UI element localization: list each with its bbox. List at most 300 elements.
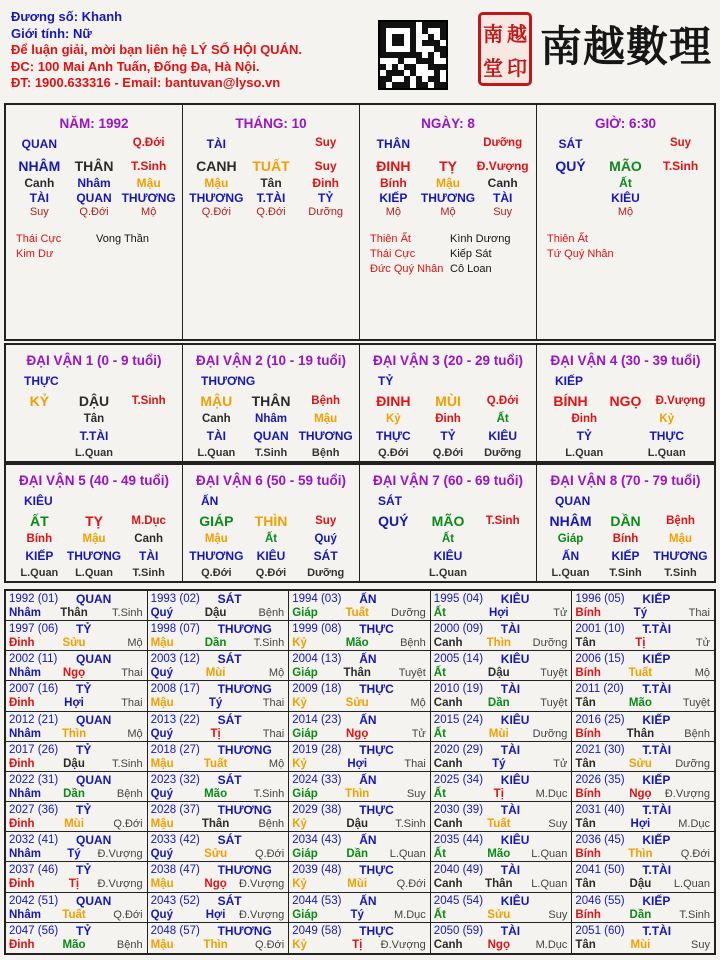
star-item: Thái Cực bbox=[370, 248, 416, 260]
dai-van-title: ĐẠI VẬN 1 (0 - 9 tuổi) bbox=[26, 353, 162, 368]
annual-stem: Bính bbox=[575, 908, 601, 921]
dai-van-stem: NHÂM bbox=[549, 513, 592, 529]
pillar-god-stage: Dưỡng bbox=[483, 137, 523, 149]
annual-year: 2009 (18) bbox=[292, 683, 342, 696]
annual-stage: Q.Đới bbox=[113, 908, 143, 921]
annual-stage: L.Quan bbox=[531, 878, 568, 891]
annual-branch: Mùi bbox=[205, 667, 226, 680]
dai-van-stem: QUÝ bbox=[378, 513, 409, 529]
annual-cell[interactable] bbox=[148, 893, 290, 923]
annual-branch: Sửu bbox=[204, 848, 228, 861]
annual-stage: L.Quan bbox=[531, 848, 568, 861]
dai-van-stage: Suy bbox=[315, 515, 337, 527]
star-item: Tứ Quý Nhân bbox=[547, 248, 614, 260]
hidden-stage: T.Sinh bbox=[664, 567, 697, 579]
annual-year: 2049 (58) bbox=[292, 924, 342, 937]
dai-van-hidden-stems bbox=[6, 412, 182, 426]
annual-year: 2004 (13) bbox=[292, 653, 342, 666]
annual-cell[interactable] bbox=[148, 681, 290, 711]
annual-god: THỰC bbox=[359, 622, 394, 637]
dai-van-stage: Bệnh bbox=[311, 395, 341, 407]
annual-stage: Dưỡng bbox=[532, 637, 568, 650]
annual-god: TÀI bbox=[500, 863, 521, 878]
dai-van-title: ĐẠI VẬN 4 (30 - 39 tuổi) bbox=[550, 353, 701, 368]
dai-van-title: ĐẠI VẬN 6 (50 - 59 tuổi) bbox=[195, 473, 347, 488]
hidden-god: TỶ bbox=[440, 429, 456, 443]
hidden-stages-row bbox=[6, 206, 182, 221]
annual-cell[interactable] bbox=[289, 712, 431, 742]
star-item: Cô Loan bbox=[450, 263, 492, 275]
annual-branch: Dần bbox=[346, 848, 369, 861]
annual-branch: Hợi bbox=[347, 757, 368, 770]
annual-cell[interactable] bbox=[572, 712, 714, 742]
annual-cell[interactable] bbox=[572, 651, 714, 681]
annual-stage: Bệnh bbox=[116, 938, 143, 951]
annual-cell[interactable] bbox=[431, 772, 573, 802]
annual-cell[interactable] bbox=[431, 832, 573, 862]
hidden-stage: Mộ bbox=[440, 206, 456, 218]
annual-stem: Ất bbox=[433, 607, 446, 619]
annual-stage: T.Sinh bbox=[679, 908, 710, 921]
dai-van-hidden-gods bbox=[537, 549, 714, 563]
hidden-god: KIẾP bbox=[611, 549, 640, 563]
hidden-stage: Q.Đới bbox=[201, 567, 232, 579]
annual-cell[interactable] bbox=[6, 832, 148, 862]
dai-van-8 bbox=[537, 465, 714, 581]
annual-god: KIẾP bbox=[642, 893, 671, 908]
annual-year: 2019 (28) bbox=[292, 743, 342, 756]
annual-stage: Bệnh bbox=[258, 607, 285, 619]
annual-branch: Ngọ bbox=[346, 727, 369, 740]
hidden-stems-row bbox=[6, 176, 182, 191]
annual-stem: Mậu bbox=[150, 878, 174, 891]
annual-stem: Đinh bbox=[9, 697, 35, 710]
annual-cell[interactable] bbox=[6, 893, 148, 923]
dai-van-stage: T.Sinh bbox=[485, 515, 520, 527]
annual-year: 2024 (33) bbox=[292, 773, 342, 786]
hidden-gods-row bbox=[360, 191, 536, 206]
annual-year: 1999 (08) bbox=[292, 623, 342, 636]
annual-cell[interactable] bbox=[6, 742, 148, 772]
annual-cell[interactable] bbox=[572, 742, 714, 772]
hidden-god: THƯƠNG bbox=[653, 549, 708, 563]
dai-van-stem: GIÁP bbox=[199, 513, 234, 529]
hidden-stage: Q.Đới bbox=[79, 206, 109, 218]
annual-cell[interactable] bbox=[148, 591, 290, 621]
annual-stage: Tử bbox=[553, 757, 568, 770]
annual-god: THƯƠNG bbox=[217, 803, 272, 818]
annual-stem: Giáp bbox=[292, 908, 318, 921]
annual-cell[interactable] bbox=[6, 802, 148, 832]
annual-cell[interactable] bbox=[6, 772, 148, 802]
annual-stage: Bệnh bbox=[684, 727, 710, 740]
annual-stem: Kỷ bbox=[292, 697, 307, 710]
annual-stem: Bính bbox=[575, 667, 601, 680]
annual-stem: Kỷ bbox=[292, 938, 307, 951]
annual-branch: Tị bbox=[352, 938, 363, 951]
annual-branch: Tý bbox=[67, 848, 81, 861]
annual-cell[interactable] bbox=[289, 681, 431, 711]
annual-stem: Ất bbox=[433, 727, 446, 740]
annual-cell[interactable] bbox=[148, 862, 290, 892]
annual-stage: Dưỡng bbox=[391, 607, 426, 619]
annual-cell[interactable] bbox=[431, 651, 573, 681]
annual-year: 2041 (50) bbox=[575, 864, 625, 877]
annual-cell[interactable] bbox=[148, 742, 290, 772]
pillar-title: NĂM: 1992 bbox=[59, 116, 129, 131]
annual-god: TÀI bbox=[500, 803, 521, 818]
dai-van-7 bbox=[360, 465, 537, 581]
hidden-god: ẤN bbox=[561, 549, 580, 563]
annual-cell[interactable] bbox=[148, 621, 290, 651]
annual-stem: Bính bbox=[575, 787, 601, 800]
dai-van-title: ĐẠI VẬN 8 (70 - 79 tuổi) bbox=[550, 473, 701, 488]
dai-van-stem: MẬU bbox=[200, 393, 233, 409]
annual-branch: Tý bbox=[208, 697, 223, 710]
stars-list bbox=[547, 232, 707, 262]
annual-cell[interactable] bbox=[289, 591, 431, 621]
annual-year: 1995 (04) bbox=[433, 593, 484, 605]
dai-van-hidden-stages bbox=[537, 566, 714, 580]
annual-year: 2050 (59) bbox=[433, 924, 484, 937]
annual-god: ẤN bbox=[359, 772, 377, 787]
annual-god: TỶ bbox=[76, 682, 92, 697]
annual-stem: Ất bbox=[433, 667, 446, 680]
annual-stage: M.Dục bbox=[678, 818, 710, 831]
hidden-gods-row bbox=[183, 191, 359, 206]
annual-branch: Tuất bbox=[203, 757, 228, 770]
annual-stage: Mộ bbox=[127, 727, 143, 740]
star-item: Đức Quý Nhân bbox=[370, 263, 444, 275]
annual-god: TỶ bbox=[76, 742, 92, 757]
dai-van-hidden-gods bbox=[537, 429, 714, 443]
annual-god: TÀI bbox=[500, 923, 521, 938]
hidden-god: THƯƠNG bbox=[189, 549, 244, 563]
hidden-stem: Mậu bbox=[436, 176, 460, 190]
star-item: Thiên Ất bbox=[547, 233, 588, 245]
hidden-stem: Mậu bbox=[82, 533, 106, 545]
annual-branch: Tý bbox=[633, 607, 648, 619]
dai-van-branch: DẬU bbox=[78, 393, 110, 409]
annual-cell[interactable] bbox=[289, 802, 431, 832]
annual-cell[interactable] bbox=[572, 893, 714, 923]
annual-branch: Thìn bbox=[628, 848, 653, 861]
annual-cell[interactable] bbox=[289, 651, 431, 681]
annual-year: 1994 (03) bbox=[292, 593, 342, 605]
annual-cell[interactable] bbox=[6, 591, 148, 621]
hidden-god: TÀI bbox=[29, 191, 49, 205]
annual-god: THỰC bbox=[359, 863, 394, 878]
annual-cell[interactable] bbox=[431, 862, 573, 892]
hidden-stage: Dưỡng bbox=[484, 447, 522, 459]
annual-stage: T.Sinh bbox=[253, 637, 285, 650]
dai-van-stem: ĐINH bbox=[376, 393, 411, 409]
annual-stem: Đinh bbox=[9, 878, 35, 891]
earthly-branch: TỴ bbox=[439, 157, 457, 174]
annual-branch: Hợi bbox=[630, 818, 651, 831]
annual-stem: Canh bbox=[433, 757, 463, 770]
dai-van-4 bbox=[537, 345, 714, 461]
annual-year: 2044 (53) bbox=[292, 894, 342, 907]
branch-stage: T.Sinh bbox=[131, 158, 167, 173]
dai-van-5 bbox=[6, 465, 183, 581]
dai-van-branch: THÂN bbox=[251, 393, 291, 409]
annual-branch: Dậu bbox=[63, 757, 85, 770]
dai-van-branch: MÃO bbox=[431, 513, 465, 529]
annual-cell[interactable] bbox=[289, 832, 431, 862]
hidden-stem: Nhâm bbox=[255, 413, 287, 425]
hidden-stage: L.Quan bbox=[75, 447, 113, 459]
annual-cell[interactable] bbox=[148, 832, 290, 862]
annual-cell[interactable] bbox=[289, 742, 431, 772]
pillar-title: NGÀY: 8 bbox=[421, 116, 475, 131]
hidden-god: QUAN bbox=[253, 429, 289, 443]
annual-year: 2047 (56) bbox=[9, 924, 59, 937]
heavenly-stem: ĐINH bbox=[376, 157, 411, 174]
annual-branch: Mão bbox=[487, 848, 511, 861]
annual-stem: Nhâm bbox=[9, 787, 41, 800]
dai-van-row-1 bbox=[4, 343, 716, 463]
dai-van-1 bbox=[6, 345, 183, 461]
star-item: Kim Dư bbox=[16, 248, 54, 260]
dai-van-god: KIÊU bbox=[24, 494, 53, 508]
annual-branch: Dậu bbox=[487, 667, 510, 680]
annual-year: 2003 (12) bbox=[150, 653, 200, 666]
annual-cell[interactable] bbox=[289, 621, 431, 651]
dai-van-god: ẤN bbox=[201, 494, 219, 508]
annual-stem: Mậu bbox=[150, 818, 174, 831]
annual-god: T.TÀI bbox=[642, 622, 672, 637]
annual-cell[interactable] bbox=[6, 651, 148, 681]
pillar-2 bbox=[360, 105, 537, 339]
annual-cell[interactable] bbox=[148, 651, 290, 681]
annual-stem: Quý bbox=[150, 787, 173, 800]
report-header bbox=[0, 0, 720, 100]
pillar-1 bbox=[183, 105, 360, 339]
dai-van-can-chi bbox=[360, 512, 536, 530]
annual-stem: Giáp bbox=[292, 848, 318, 861]
annual-stage: M.Dục bbox=[535, 787, 568, 800]
annual-cell[interactable] bbox=[431, 742, 573, 772]
star-item: Thiên Ất bbox=[370, 233, 411, 245]
dai-van-branch: NGỌ bbox=[609, 393, 642, 409]
annual-year: 2028 (37) bbox=[150, 804, 200, 817]
heavenly-stem: CANH bbox=[196, 157, 237, 174]
annual-stage: Đ.Vượng bbox=[239, 878, 285, 891]
hidden-stages-row bbox=[537, 206, 714, 221]
annual-cell[interactable] bbox=[572, 621, 714, 651]
annual-branch: Tị bbox=[210, 727, 221, 740]
annual-year: 2010 (19) bbox=[433, 683, 484, 696]
annual-cell[interactable] bbox=[289, 772, 431, 802]
annual-stage: Dưỡng bbox=[675, 757, 710, 770]
stars-list bbox=[370, 232, 530, 277]
hidden-stems-row bbox=[183, 176, 359, 191]
dai-van-god: SÁT bbox=[378, 494, 402, 508]
hidden-stem: Đinh bbox=[435, 413, 461, 425]
dai-van-branch: DẦN bbox=[610, 513, 641, 529]
annual-stage: M.Dục bbox=[535, 938, 568, 951]
annual-branch: Dậu bbox=[629, 878, 652, 891]
annual-branch: Thân bbox=[343, 667, 371, 680]
annual-cell[interactable] bbox=[572, 923, 714, 953]
annual-stem: Giáp bbox=[292, 607, 318, 619]
annual-stem: Quý bbox=[150, 607, 173, 619]
annual-god: THỰC bbox=[359, 803, 394, 818]
dai-van-hidden-gods bbox=[183, 549, 359, 563]
client-info bbox=[11, 9, 371, 92]
contact-note: Để luận giải, mời bạn liên hệ LÝ SỐ HỘI QUÁN. bbox=[11, 42, 302, 57]
annual-god: T.TÀI bbox=[642, 682, 672, 697]
annual-god: SÁT bbox=[217, 652, 242, 667]
annual-cell[interactable] bbox=[431, 712, 573, 742]
annual-cell[interactable] bbox=[6, 712, 148, 742]
annual-god: QUAN bbox=[76, 893, 112, 908]
hidden-stem: Đinh bbox=[312, 176, 340, 190]
annual-cell[interactable] bbox=[6, 923, 148, 953]
annual-branch: Dậu bbox=[204, 607, 227, 619]
hidden-god: SÁT bbox=[313, 549, 338, 563]
annual-cell[interactable] bbox=[572, 832, 714, 862]
annual-branch: Thân bbox=[626, 727, 655, 740]
annual-stem: Nhâm bbox=[9, 607, 41, 619]
hidden-stage: Q.Đới bbox=[201, 206, 231, 218]
annual-branch: Mùi bbox=[488, 727, 509, 740]
annual-cell[interactable] bbox=[148, 802, 290, 832]
annual-branch: Hợi bbox=[205, 908, 226, 921]
annual-cell[interactable] bbox=[6, 681, 148, 711]
annual-year: 2026 (35) bbox=[575, 773, 625, 786]
annual-cell[interactable] bbox=[431, 681, 573, 711]
qr-code-icon[interactable] bbox=[378, 20, 448, 90]
pillar-can-chi-row bbox=[537, 157, 714, 174]
dai-van-stem: KỶ bbox=[29, 393, 50, 409]
hidden-stem: Canh bbox=[134, 533, 164, 545]
annual-god: THƯƠNG bbox=[217, 682, 272, 697]
annual-stem: Bính bbox=[575, 848, 601, 861]
annual-god: SÁT bbox=[217, 712, 242, 727]
annual-stem: Quý bbox=[150, 667, 173, 680]
annual-stem: Kỷ bbox=[292, 878, 307, 891]
star-item: Kình Dương bbox=[450, 233, 511, 245]
annual-year: 2014 (23) bbox=[292, 713, 342, 726]
dai-van-3 bbox=[360, 345, 537, 461]
annual-cell[interactable] bbox=[6, 621, 148, 651]
annual-cell[interactable] bbox=[289, 893, 431, 923]
star-item: Vong Thần bbox=[96, 233, 150, 245]
pillar-god-stage: Suy bbox=[315, 137, 337, 149]
annual-year: 2025 (34) bbox=[433, 773, 484, 786]
annual-branch: Sửu bbox=[628, 757, 652, 770]
hidden-god: THỰC bbox=[376, 429, 411, 443]
annual-cell[interactable] bbox=[6, 862, 148, 892]
dai-van-title: ĐẠI VẬN 3 (20 - 29 tuổi) bbox=[372, 353, 524, 368]
pillar-0 bbox=[6, 105, 183, 339]
dai-van-hidden-gods bbox=[360, 549, 536, 563]
annual-stage: Tử bbox=[411, 727, 426, 740]
dai-van-hidden-stems bbox=[360, 532, 536, 546]
stars-list bbox=[16, 232, 176, 262]
dai-van-branch: MÙI bbox=[435, 393, 461, 409]
annual-year: 2027 (36) bbox=[9, 804, 59, 817]
spacer bbox=[67, 137, 122, 153]
hidden-stem: Mậu bbox=[204, 176, 229, 190]
annual-year: 1998 (07) bbox=[150, 623, 200, 636]
hidden-stage: L.Quan bbox=[551, 567, 590, 579]
annual-cell[interactable] bbox=[148, 712, 290, 742]
dai-van-god: QUAN bbox=[555, 494, 591, 508]
hidden-gods-row bbox=[6, 191, 182, 206]
dai-van-hidden-stages bbox=[183, 566, 359, 580]
branch-stage: T.Sinh bbox=[662, 158, 699, 173]
annual-god: THƯƠNG bbox=[217, 923, 272, 938]
annual-stem: Canh bbox=[433, 878, 463, 891]
hidden-stem: Mậu bbox=[204, 533, 228, 545]
annual-cell[interactable] bbox=[572, 772, 714, 802]
hidden-god: KIẾP bbox=[379, 191, 408, 205]
annual-year: 2033 (42) bbox=[150, 834, 200, 847]
annual-stage: Tuyệt bbox=[540, 697, 568, 710]
annual-cell[interactable] bbox=[289, 923, 431, 953]
star-item: Kiếp Sát bbox=[450, 248, 492, 260]
annual-stem: Nhâm bbox=[9, 667, 41, 680]
annual-god: TỶ bbox=[76, 863, 92, 878]
annual-cell[interactable] bbox=[431, 802, 573, 832]
annual-cell[interactable] bbox=[431, 591, 573, 621]
annual-branch: Dần bbox=[63, 787, 85, 800]
annual-branch: Mùi bbox=[630, 938, 651, 951]
annual-stem: Mậu bbox=[150, 697, 174, 710]
annual-branch: Thìn bbox=[486, 637, 511, 650]
annual-stem: Quý bbox=[150, 727, 173, 740]
annual-cell[interactable] bbox=[289, 862, 431, 892]
annual-stem: Nhâm bbox=[9, 908, 41, 921]
dai-van-can-chi bbox=[183, 512, 359, 530]
annual-cell[interactable] bbox=[572, 591, 714, 621]
annual-cell[interactable] bbox=[572, 802, 714, 832]
hidden-god: TỶ bbox=[576, 429, 592, 443]
dai-van-stem: ẤT bbox=[30, 513, 49, 529]
annual-year: 2042 (51) bbox=[9, 894, 59, 907]
hidden-god: THƯƠNG bbox=[189, 191, 244, 205]
hidden-stems-row bbox=[537, 176, 714, 191]
annual-cell[interactable] bbox=[572, 681, 714, 711]
phone-email-line: ĐT: 1900.633316 - Email: bantuvan@lyso.vn bbox=[11, 75, 281, 90]
annual-cell[interactable] bbox=[148, 923, 290, 953]
annual-cell[interactable] bbox=[148, 772, 290, 802]
annual-year: 2000 (09) bbox=[433, 623, 484, 636]
annual-cell[interactable] bbox=[431, 893, 573, 923]
annual-branch: Mùi bbox=[64, 818, 84, 831]
dai-van-hidden-stages bbox=[6, 446, 182, 460]
pillar-god-row bbox=[6, 137, 182, 153]
annual-year: 2022 (31) bbox=[9, 773, 59, 786]
hidden-stem: Kỷ bbox=[659, 413, 675, 425]
dai-van-can-chi bbox=[6, 392, 182, 410]
annual-god: QUAN bbox=[76, 652, 112, 667]
annual-cell[interactable] bbox=[431, 923, 573, 953]
earthly-branch: MÃO bbox=[609, 157, 642, 174]
annual-stage: Mộ bbox=[268, 667, 285, 680]
pillar-god-row bbox=[183, 137, 359, 153]
annual-cell[interactable] bbox=[431, 621, 573, 651]
annual-year: 2038 (47) bbox=[150, 864, 200, 877]
pillar-god-row bbox=[360, 137, 536, 153]
client-name: Đương số: Khanh bbox=[11, 9, 123, 24]
pillar-god: TÀI bbox=[206, 137, 226, 151]
annual-cell[interactable] bbox=[572, 862, 714, 892]
annual-year: 2002 (11) bbox=[9, 653, 58, 666]
